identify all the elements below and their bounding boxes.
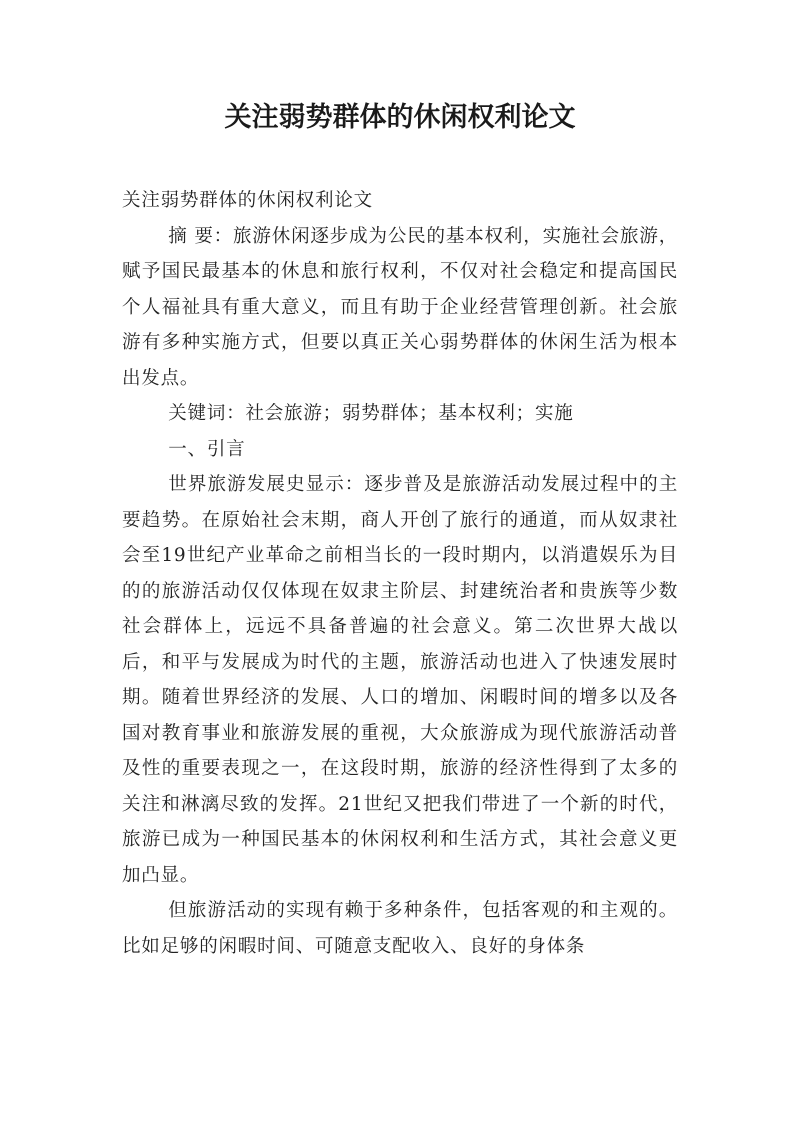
document-title: 关注弱势群体的休闲权利论文: [224, 102, 576, 133]
body-paragraph: 世界旅游发展史显示：逐步普及是旅游活动发展过程中的主要趋势。在原始社会末期，商人开创了旅行的通道，而从奴隶社会至19世纪产业革命之前相当长的一段时期内，以消遣娱乐为目的的旅游活动仅仅体现在奴隶主阶层、封建统治者和贵族等少数社会群体上，远远不具备普遍的社会意义。第二次世界大战以后，和平与发展成为时代的主题，旅游活动也进入了快速发展时期。随着世界经济的发展、人口的增加、闲暇时间的增多以及各国对教育事业和旅游发展的重视，大众旅游成为现代旅游活动普及性的重要表现之一，在这段时期，旅游的经济性得到了太多的关注和淋漓尽致的发挥。21世纪又把我们带进了一个新的时代，旅游已成为一种国民基本的休闲权利和生活方式，其社会意义更加凸显。: [122, 474, 678, 886]
document-subtitle: 关注弱势群体的休闲权利论文: [122, 190, 373, 211]
section-heading: 一、引言: [168, 438, 246, 460]
body-paragraph: 但旅游活动的实现有赖于多种条件，包括客观的和主观的。比如足够的闲暇时间、可随意支配收入、良好的身体条: [122, 900, 678, 957]
keywords-line: 关键词：社会旅游；弱势群体；基本权利；实施: [168, 403, 574, 424]
abstract-paragraph: 摘 要：旅游休闲逐步成为公民的基本权利，实施社会旅游，赋予国民最基本的休息和旅行权利，不仅对社会稳定和提高国民个人福祉具有重大意义，而且有助于企业经营管理创新。社会旅游有多种实施方式，但要以真正关心弱势群体的休闲生活为根本出发点。: [122, 225, 678, 389]
document-body: [122, 183, 678, 964]
